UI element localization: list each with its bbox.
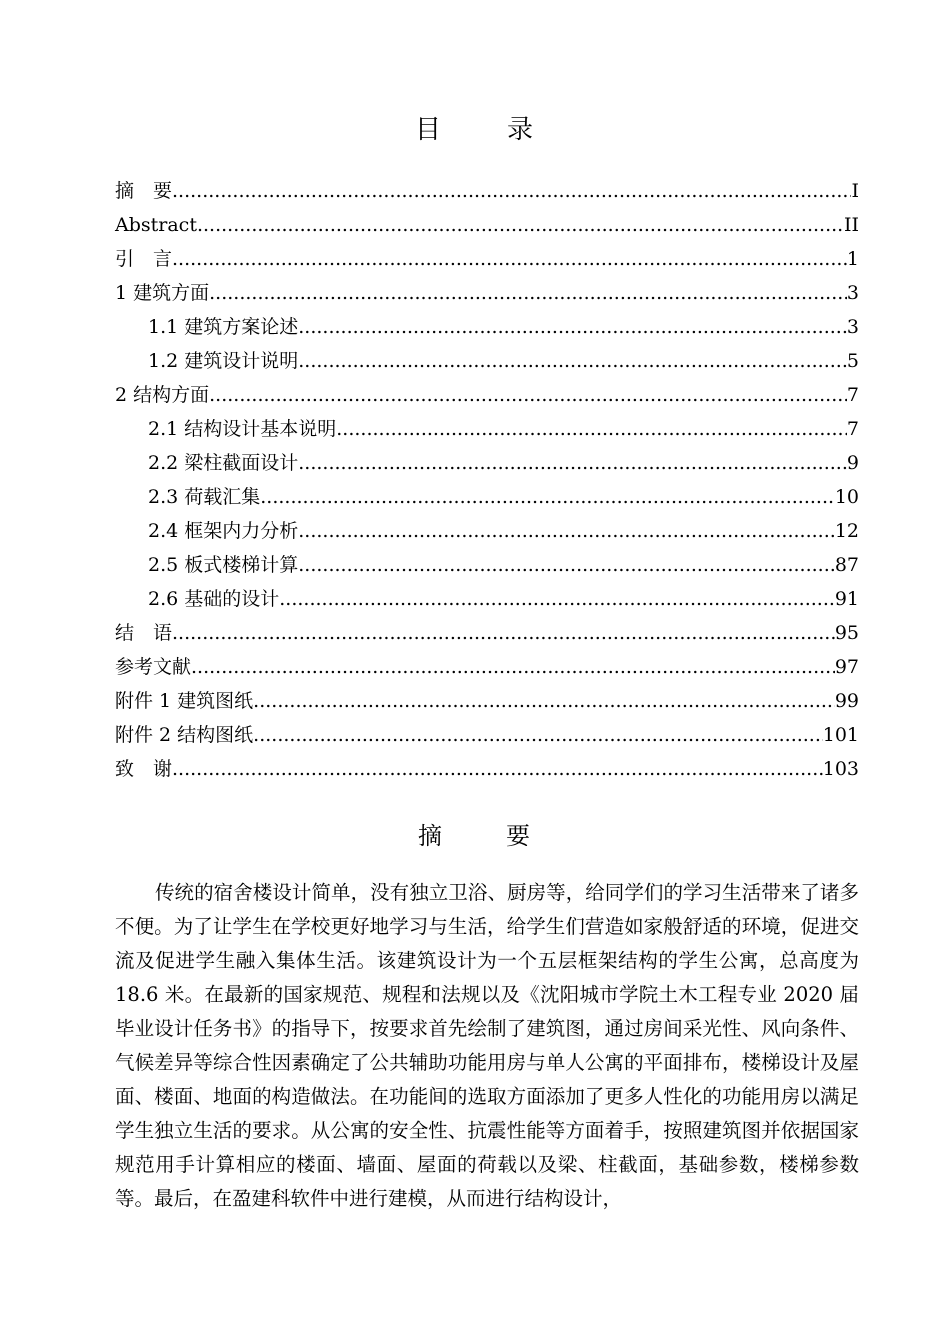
- toc-entry-page: 3: [846, 316, 859, 338]
- toc-leader-dots: [172, 616, 835, 650]
- toc-entry-page: 10: [834, 486, 859, 508]
- toc-leader-dots: [172, 752, 823, 786]
- toc-entry-label: 2.1 结构设计基本说明: [148, 418, 337, 440]
- toc-entry[interactable]: [115, 480, 859, 514]
- toc-entry[interactable]: [115, 276, 859, 310]
- abstract-title: 摘 要: [418, 822, 550, 850]
- toc-entry[interactable]: [115, 412, 859, 446]
- toc-entry[interactable]: [115, 616, 859, 650]
- toc-entry-label: 2.6 基础的设计: [148, 588, 280, 610]
- toc-leader-dots: [209, 378, 847, 412]
- toc-leader-dots: [298, 514, 835, 548]
- toc-entry[interactable]: [115, 378, 859, 412]
- toc-entry-label: 附件 2 结构图纸: [115, 724, 254, 746]
- toc-entry-page: II: [843, 214, 859, 236]
- toc-title: 目 录: [414, 115, 553, 145]
- toc-entry[interactable]: [115, 718, 859, 752]
- toc-entry-page: 7: [846, 384, 859, 406]
- toc-entry-page: 103: [822, 758, 859, 780]
- toc-entry-page: 95: [834, 622, 859, 644]
- toc-leader-dots: [253, 684, 835, 718]
- toc-entry[interactable]: [115, 650, 859, 684]
- toc-entry-label: 1 建筑方面: [115, 282, 210, 304]
- toc-entry-page: 97: [834, 656, 859, 678]
- toc-entry-label: 2.4 框架内力分析: [148, 520, 299, 542]
- toc-entry-page: 87: [834, 554, 859, 576]
- toc-entry-page: 101: [822, 724, 859, 746]
- toc-entry-label: 2.2 梁柱截面设计: [148, 452, 299, 474]
- toc-entry-page: 5: [846, 350, 859, 372]
- toc-entry-label: 引 言: [115, 248, 173, 270]
- abstract-body: 传统的宿舍楼设计简单，没有独立卫浴、厨房等，给同学们的学习生活带来了诸多不便。为了让学生在学校更好地学习与生活，给学生们营造如家般舒适的环境，促进交流及促进学生融入集体生活。该建筑设计为一个五层框架结构的学生公寓，总高度为 18.6 米。在最新的国家规范、规程和法规以及《沈阳城市学院土木工程专业 2020 届毕业设计任务书》的指导下，按要求首先绘制了建筑图，通过房间采光性、风向条件、气候差异等综合性因素确定了公共辅助功能用房与单人公寓的平面排布，楼梯设计及屋面、楼面、地面的构造做法。在功能间的选取方面添加了更多人性化的功能用房以满足学生独立生活的要求。从公寓的安全性、抗震性能等方面着手，按照建筑图并依据国家规范用手计算相应的楼面、墙面、屋面的荷载以及梁、柱截面，基础参数，楼梯参数等。最后，在盈建科软件中进行建模，从而进行结构设计，: [115, 881, 859, 1210]
- toc-entry-label: 1.1 建筑方案论述: [148, 316, 299, 338]
- toc-leader-dots: [191, 650, 835, 684]
- toc-leader-dots: [253, 718, 823, 752]
- toc-entry[interactable]: [115, 344, 859, 378]
- toc-entry[interactable]: [115, 514, 859, 548]
- toc-leader-dots: [172, 174, 851, 208]
- toc-leader-dots: [298, 548, 835, 582]
- toc-entry[interactable]: [115, 548, 859, 582]
- toc-leader-dots: [172, 242, 847, 276]
- toc-entry-page: 9: [846, 452, 859, 474]
- toc-entry-label: 附件 1 建筑图纸: [115, 690, 254, 712]
- toc-entry-page: 1: [846, 248, 859, 270]
- toc-leader-dots: [298, 344, 847, 378]
- toc-entry-label: 结 语: [115, 622, 173, 644]
- toc-leader-dots: [260, 480, 835, 514]
- toc-entry-label: 摘 要: [115, 180, 173, 202]
- toc-leader-dots: [279, 582, 835, 616]
- toc-leader-dots: [298, 310, 847, 344]
- toc-leader-dots: [197, 208, 844, 242]
- toc-leader-dots: [298, 446, 847, 480]
- toc-leader-dots: [209, 276, 847, 310]
- toc-entry-label: 致 谢: [115, 758, 173, 780]
- toc-entry-page: I: [851, 180, 859, 202]
- toc-entry-label: 1.2 建筑设计说明: [148, 350, 299, 372]
- toc-entry[interactable]: [115, 684, 859, 718]
- toc-entry[interactable]: [115, 310, 859, 344]
- table-of-contents: [115, 174, 859, 786]
- toc-entry[interactable]: [115, 582, 859, 616]
- toc-entry-label: 2.3 荷载汇集: [148, 486, 261, 508]
- toc-entry[interactable]: [115, 752, 859, 786]
- toc-leader-dots: [336, 412, 847, 446]
- toc-entry-page: 3: [846, 282, 859, 304]
- toc-entry-page: 12: [834, 520, 859, 542]
- toc-entry-page: 7: [846, 418, 859, 440]
- toc-entry-page: 91: [834, 588, 859, 610]
- toc-entry[interactable]: [115, 242, 859, 276]
- toc-entry-page: 99: [834, 690, 859, 712]
- toc-entry[interactable]: [115, 208, 859, 242]
- toc-entry-label: 参考文献: [115, 656, 192, 678]
- toc-entry[interactable]: [115, 446, 859, 480]
- toc-entry-label: 2 结构方面: [115, 384, 210, 406]
- toc-entry-label: 2.5 板式楼梯计算: [148, 554, 299, 576]
- toc-entry-label: Abstract: [115, 214, 197, 236]
- toc-entry[interactable]: [115, 174, 859, 208]
